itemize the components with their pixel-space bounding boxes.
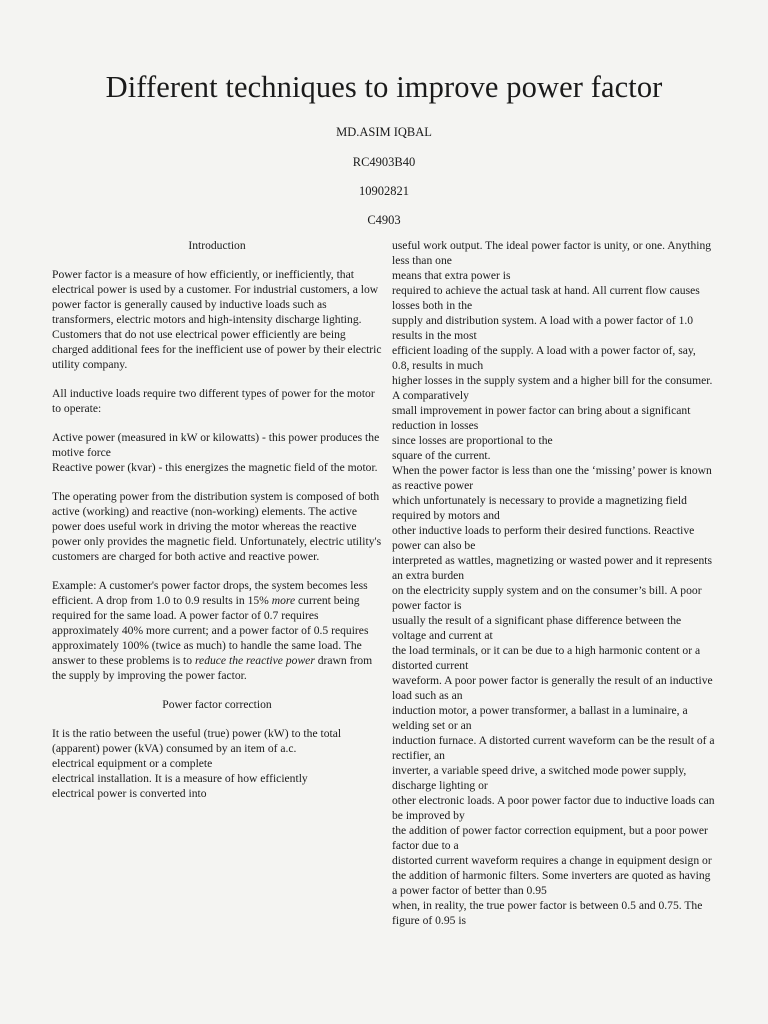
definition-line: electrical installation. It is a measure of how efficiently (52, 772, 308, 785)
body-line: induction furnace. A distorted current waveform can be the result of a rectifier, an (392, 734, 715, 762)
body-line: small improvement in power factor can bring about a significant reduction in losses (392, 404, 691, 432)
body-line: the load terminals, or it can be due to a high harmonic content or a distorted current (392, 644, 701, 672)
emphasis-reduce-reactive-power: reduce the reactive power (194, 654, 315, 667)
body-line: means that extra power is (392, 269, 511, 282)
body-line: square of the current. (392, 449, 491, 462)
intro-paragraph: Power factor is a measure of how efficiently, or inefficiently, that electrical power is used by a customer. For industrial customers, a low power factor is generally caused by inductive loads such as transformers, electric motors and high-intensity discharge lighting. Customers that do not use electrical power efficiently are being charged additional fees for the inefficient use of power by their electric utility company. (52, 268, 382, 371)
body-line: efficient loading of the supply. A load with a power factor of, say, 0.8, results in much (392, 344, 696, 372)
body-line: other inductive loads to perform their desired functions. Reactive power can also be (392, 524, 695, 552)
left-column (52, 238, 382, 801)
example-paragraph: Example: A customer's power factor drops, the system becomes less efficient. A drop from 1.0 to 0.9 results in 15% more current being required for the same load. A power factor of 0.7 requires approximately 40% more current; and a power factor of 0.5 requires approximately 100% (twice as much) to handle the same load. The answer to these problems is to reduce the reactive power drawn from the supply by improving the power factor. (52, 579, 373, 682)
body-line: when, in reality, the true power factor is between 0.5 and 0.75. The figure of 0.95 is (392, 899, 703, 927)
body-line: useful work output. The ideal power factor is unity, or one. Anything less than one (392, 239, 712, 267)
emphasis-more: more (271, 594, 296, 607)
body-line: waveform. A poor power factor is generally the result of an inductive load such as an (392, 674, 713, 702)
definition-line: electrical equipment or a complete (52, 757, 213, 770)
power-factor-correction-heading: Power factor correction (162, 698, 272, 711)
document-title: Different techniques to improve power factor (105, 70, 663, 104)
section-code: C4903 (367, 213, 401, 227)
body-line: induction motor, a power transformer, a ballast in a luminaire, a welding set or an (392, 704, 688, 732)
body-line: inverter, a variable speed drive, a switched mode power supply, discharge lighting or (392, 764, 687, 792)
body-line: which unfortunately is necessary to provide a magnetizing field required by motors and (392, 494, 687, 522)
body-line: supply and distribution system. A load with a power factor of 1.0 results in the most (392, 314, 694, 342)
body-line: interpreted as wattles, magnetizing or wasted power and it represents an extra burden (392, 554, 713, 582)
body-line: required to achieve the actual task at hand. All current flow causes losses both in the (392, 284, 700, 312)
body-line: higher losses in the supply system and a higher bill for the consumer. A comparatively (392, 374, 713, 402)
body-line: distorted current waveform requires a change in equipment design or the addition of harmonic filters. Some inverters are quoted as having a power factor of better than 0.95 (392, 854, 712, 897)
body-line: on the electricity supply system and on the consumer’s bill. A poor power factor is (392, 584, 702, 612)
inductive-loads-paragraph: All inductive loads require two different types of power for the motor to operate: (52, 387, 375, 415)
body-line: the addition of power factor correction equipment, but a poor power factor due to a (392, 824, 708, 852)
right-column (392, 238, 716, 928)
body-line: since losses are proportional to the (392, 434, 553, 447)
body-line: other electronic loads. A poor power factor due to inductive loads can be improved by (392, 794, 715, 822)
definition-line: electrical power is converted into (52, 787, 207, 800)
body-line: usually the result of a significant phase difference between the voltage and current at (392, 614, 682, 642)
roll-number: RC4903B40 (352, 155, 416, 169)
registration-number: 10902821 (359, 184, 409, 198)
introduction-heading: Introduction (188, 239, 246, 252)
author-name: MD.ASIM IQBAL (336, 125, 432, 139)
definition-line: It is the ratio between the useful (true) power (kW) to the total (apparent) power (kVA) consumed by an item of a.c. (52, 727, 342, 755)
body-line: When the power factor is less than one the ‘missing’ power is known as reactive power (392, 464, 712, 492)
reactive-power-line: Reactive power (kvar) - this energizes the magnetic field of the motor. (52, 461, 378, 474)
operating-power-paragraph: The operating power from the distribution system is composed of both active (working) and reactive (non-working) elements. The active power does useful work in driving the motor whereas the reactive power only provides the magnetic field. Unfortunately, electric utility's customers are charged for both active and reactive power. (52, 490, 382, 563)
active-power-line: Active power (measured in kW or kilowatts) - this power produces the motive force (52, 431, 380, 459)
